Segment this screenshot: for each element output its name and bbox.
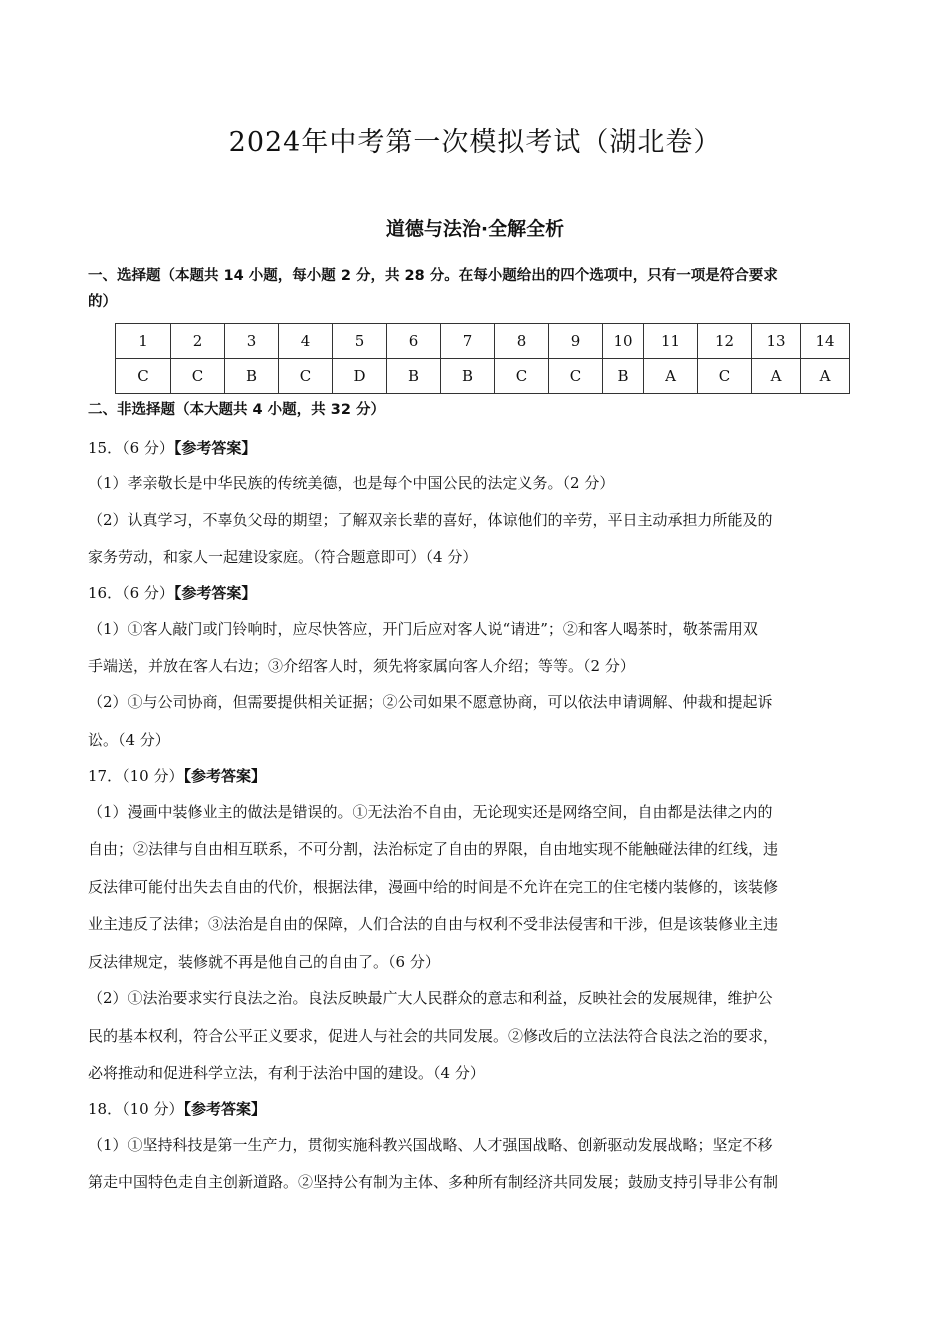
answer-table-question-number: 10 — [603, 324, 644, 359]
answer-table-answer: A — [801, 359, 850, 394]
question-15-heading — [88, 437, 256, 458]
answer-table-answer: C — [495, 359, 549, 394]
answer-table-question-number: 3 — [225, 324, 279, 359]
question-17-line: 自由；②法律与自由相互联系，不可分割，法治标定了自由的界限，自由地实现不能触碰法律的红线，违 — [88, 840, 779, 858]
question-15-line: （2）认真学习，不辜负父母的期望；了解双亲长辈的喜好，体谅他们的辛劳，平日主动承担力所能及的 — [88, 511, 773, 529]
answer-table-question-number: 12 — [698, 324, 752, 359]
question-15-line: 家务劳动，和家人一起建设家庭。（符合题意即可）（4 分） — [88, 548, 478, 566]
answer-table-answer: B — [441, 359, 495, 394]
answer-table-answer: D — [333, 359, 387, 394]
question-18-line: 第走中国特色走自主创新道路。②坚持公有制为主体、多种所有制经济共同发展；鼓励支持引导非公有制 — [88, 1173, 779, 1191]
part1-heading — [88, 263, 868, 315]
question-16-heading — [88, 582, 256, 603]
answer-table-question-number: 13 — [752, 324, 801, 359]
question-17-line: （1）漫画中装修业主的做法是错误的。①无法治不自由，无论现实还是网络空间，自由都是法律之内的 — [88, 803, 773, 821]
answer-table — [115, 323, 850, 394]
page-title: 2024年中考第一次模拟考试（湖北卷） — [228, 127, 722, 158]
answer-table-question-number: 6 — [387, 324, 441, 359]
part2-heading: 二、非选择题（本大题共 4 小题，共 32 分） — [88, 402, 385, 418]
question-17-line: 反法律规定，装修就不再是他自己的自由了。（6 分） — [88, 953, 440, 971]
question-17-tag: 【参考答案】 — [183, 767, 266, 785]
answer-table-question-number: 7 — [441, 324, 495, 359]
answer-table-answer: C — [116, 359, 171, 394]
answer-table-answer: A — [752, 359, 801, 394]
answer-table-answer: C — [171, 359, 225, 394]
question-16-line: 手端送，并放在客人右边；③介绍客人时，须先将家属向客人介绍；等等。（2 分） — [88, 657, 635, 675]
question-18-line: （1）①坚持科技是第一生产力，贯彻实施科教兴国战略、人才强国战略、创新驱动发展战略；坚定不移 — [88, 1136, 773, 1154]
question-17-line: 民的基本权利，符合公平正义要求，促进人与社会的共同发展。②修改后的立法法符合良法之治的要求， — [88, 1027, 779, 1045]
page-subtitle: 道德与法治·全解全析 — [385, 218, 565, 240]
answer-table-answer: C — [279, 359, 333, 394]
answer-table-question-number: 11 — [644, 324, 698, 359]
answer-table-answer: C — [549, 359, 603, 394]
answer-table-question-number: 9 — [549, 324, 603, 359]
question-17-line: 业主违反了法律；③法治是自由的保障，人们合法的自由与权利不受非法侵害和干涉，但是该装修业主违 — [88, 915, 779, 933]
part1-heading-line2: 的） — [88, 294, 117, 310]
answer-table-answer: B — [603, 359, 644, 394]
part1-heading-line1: 一、选择题（本题共 14 小题，每小题 2 分，共 28 分。在每小题给出的四个选项中，只有一项是符合要求 — [88, 268, 778, 284]
answer-table-number-row — [116, 324, 850, 359]
question-17-line: 必将推动和促进科学立法，有利于法治中国的建设。（4 分） — [88, 1064, 485, 1082]
question-18-number: 18．（10 分） — [88, 1100, 184, 1118]
answer-table-question-number: 1 — [116, 324, 171, 359]
question-16-line: 讼。（4 分） — [88, 731, 170, 749]
question-17-heading — [88, 765, 266, 786]
answer-table-answer: C — [698, 359, 752, 394]
answer-table-question-number: 8 — [495, 324, 549, 359]
question-18-heading — [88, 1098, 266, 1119]
question-16-line: （1）①客人敲门或门铃响时，应尽快答应，开门后应对客人说“请进”；②和客人喝茶时，敬茶需用双 — [88, 620, 758, 638]
question-17-number: 17．（10 分） — [88, 767, 184, 785]
question-16-line: （2）①与公司协商，但需要提供相关证据；②公司如果不愿意协商，可以依法申请调解、仲裁和提起诉 — [88, 693, 773, 711]
answer-table-question-number: 14 — [801, 324, 850, 359]
question-17-line: 反法律可能付出失去自由的代价，根据法律，漫画中给的时间是不允许在完工的住宅楼内装修的，该装修 — [88, 878, 779, 896]
answer-table-question-number: 5 — [333, 324, 387, 359]
question-15-line: （1）孝亲敬长是中华民族的传统美德，也是每个中国公民的法定义务。（2 分） — [88, 474, 615, 492]
question-16-tag: 【参考答案】 — [173, 584, 257, 602]
answer-table-answer: B — [387, 359, 441, 394]
question-15-number: 15．（6 分） — [88, 439, 174, 457]
question-18-tag: 【参考答案】 — [183, 1100, 266, 1118]
answer-table-answer: B — [225, 359, 279, 394]
answer-table-answer-row — [116, 359, 850, 394]
answer-table-question-number: 2 — [171, 324, 225, 359]
answer-table-answer: A — [644, 359, 698, 394]
question-17-line: （2）①法治要求实行良法之治。良法反映最广大人民群众的意志和利益，反映社会的发展规律，维护公 — [88, 989, 773, 1007]
question-16-number: 16．（6 分） — [88, 584, 174, 602]
answer-table-question-number: 4 — [279, 324, 333, 359]
question-15-tag: 【参考答案】 — [173, 439, 257, 457]
